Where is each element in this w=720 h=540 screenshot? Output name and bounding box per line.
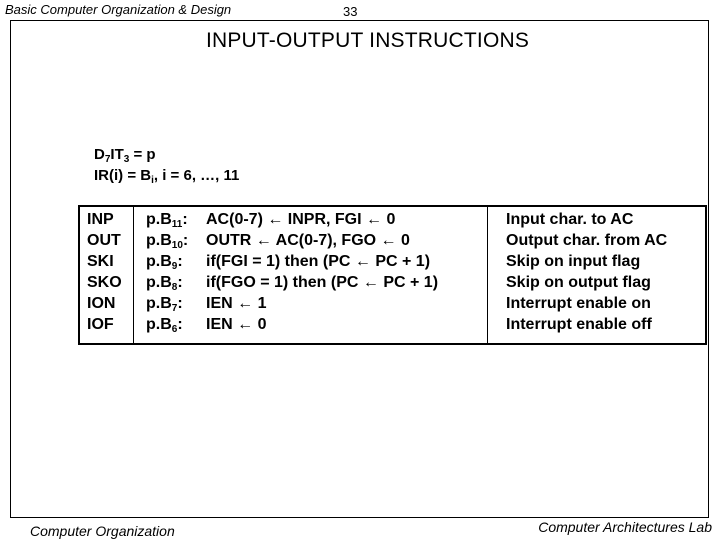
- operation-cell: AC(0-7) ← INPR, FGI ← 0: [206, 211, 396, 228]
- operation-cell: if(FGO = 1) then (PC ← PC + 1): [206, 274, 439, 291]
- left-arrow-icon: ←: [237, 316, 254, 333]
- mnemonic-cell: INP: [87, 211, 114, 228]
- bit-cell: $p.B_7$:: [146, 295, 183, 314]
- description-cell: Interrupt enable on: [506, 295, 651, 312]
- ir-bit-equation: $IR(i) = B_i$, i = 6, …, 11: [94, 167, 240, 186]
- operation-cell: if(FGI = 1) then (PC ← PC + 1): [206, 253, 431, 270]
- bit-cell: $p.B_6$:: [146, 316, 183, 335]
- bit-condition-column: [146, 209, 188, 335]
- bit-cell: $p.B_{11}$:: [146, 211, 188, 230]
- bit-cell: $p.B_9$:: [146, 253, 183, 272]
- header-course-title: Basic Computer Organization & Design: [5, 2, 232, 17]
- mnemonic-cell: SKI: [87, 253, 114, 270]
- table-divider: [133, 207, 134, 343]
- condition-equation: $D_7IT_3 = p$: [94, 146, 156, 165]
- table-divider: [487, 207, 488, 343]
- left-arrow-icon: ←: [362, 274, 379, 291]
- description-cell: Input char. to AC: [506, 211, 634, 228]
- left-arrow-icon: ←: [237, 295, 254, 312]
- bit-cell: $p.B_{10}$:: [146, 232, 189, 251]
- description-cell: Interrupt enable off: [506, 316, 652, 333]
- operation-cell: IEN ← 1: [206, 295, 267, 312]
- mnemonic-cell: ION: [87, 295, 116, 312]
- left-arrow-icon: ←: [354, 253, 371, 270]
- bit-cell: $p.B_8$:: [146, 274, 183, 293]
- left-arrow-icon: ←: [267, 211, 284, 228]
- left-arrow-icon: ←: [366, 211, 383, 228]
- operation-column: [206, 209, 438, 335]
- slide-title: INPUT-OUTPUT INSTRUCTIONS: [205, 29, 530, 52]
- left-arrow-icon: ←: [380, 232, 397, 249]
- mnemonic-column: [87, 209, 122, 335]
- mnemonic-cell: IOF: [87, 316, 114, 333]
- description-column: [506, 209, 667, 335]
- page-number: 33: [343, 4, 358, 19]
- footer-right: Computer Architectures Lab: [538, 519, 712, 535]
- operation-cell: OUTR ← AC(0-7), FGO ← 0: [206, 232, 410, 249]
- description-cell: Skip on output flag: [506, 274, 651, 291]
- description-cell: Output char. from AC: [506, 232, 668, 249]
- description-cell: Skip on input flag: [506, 253, 641, 270]
- mnemonic-cell: SKO: [87, 274, 122, 291]
- mnemonic-cell: OUT: [87, 232, 121, 249]
- operation-cell: IEN ← 0: [206, 316, 267, 333]
- left-arrow-icon: ←: [255, 232, 272, 249]
- footer-left: Computer Organization: [30, 523, 175, 539]
